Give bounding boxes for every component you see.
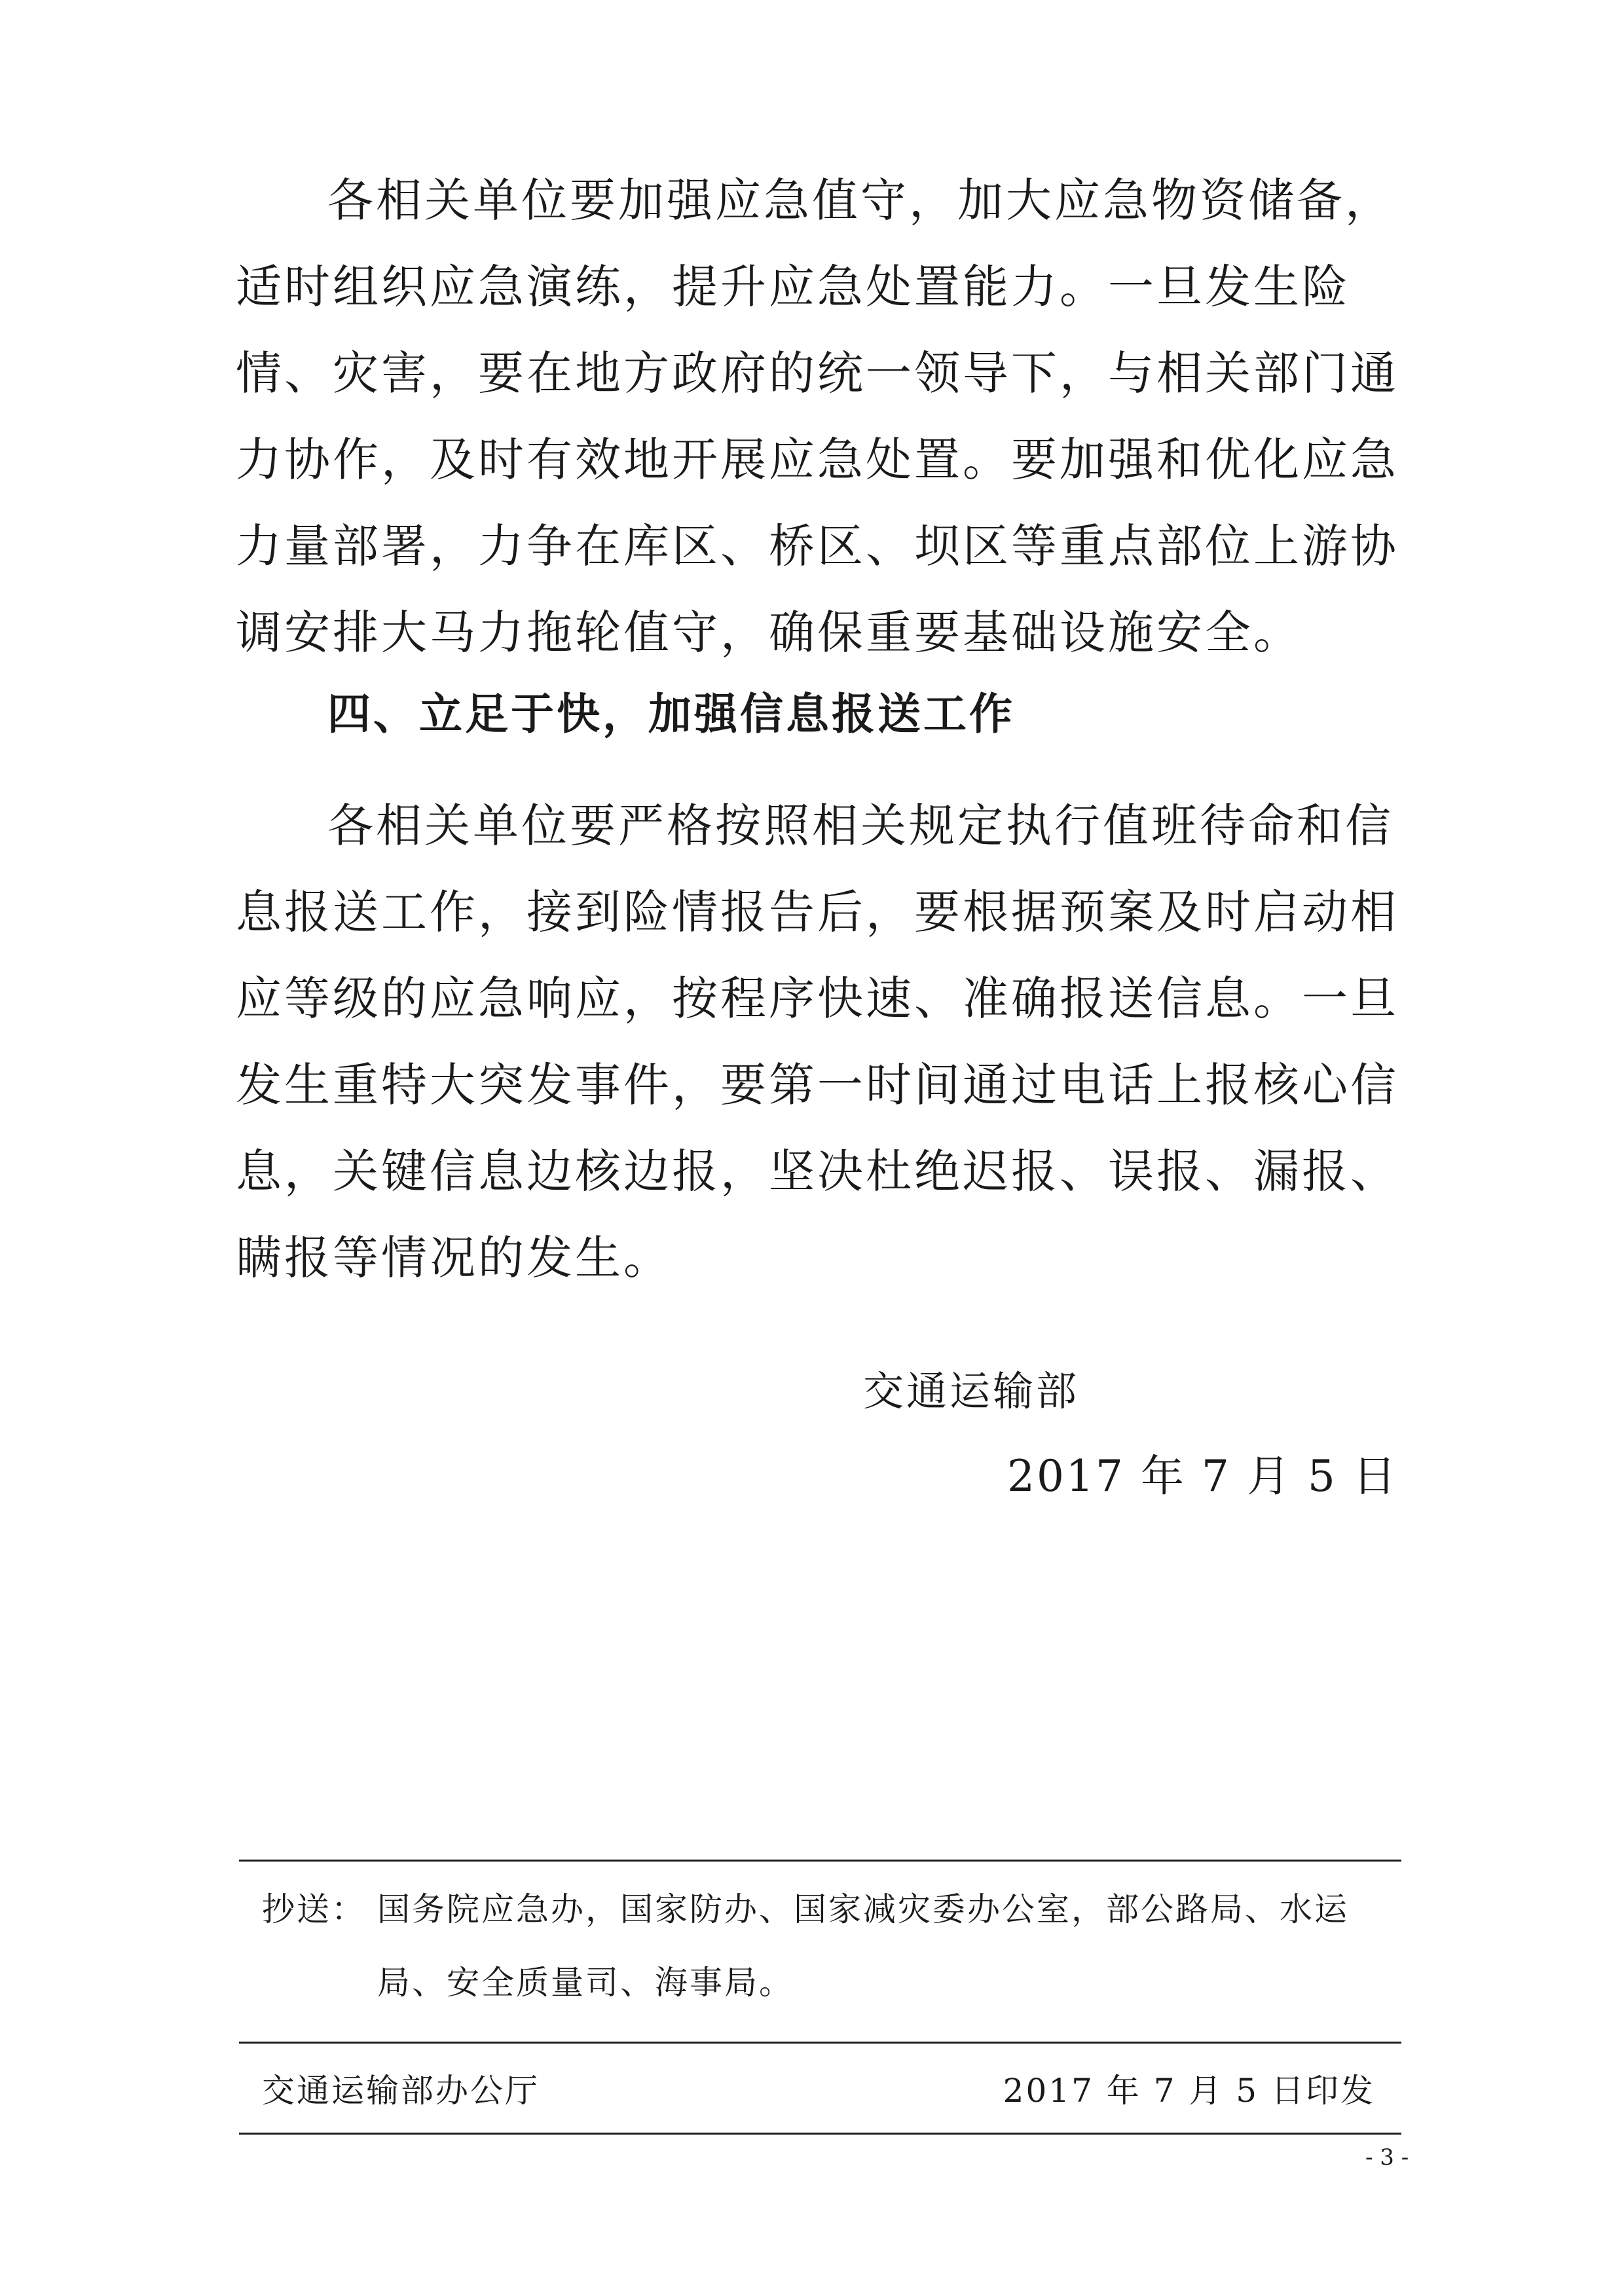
signature-organization: 交通运输部 <box>863 1367 1080 1415</box>
divider-top <box>239 1860 1401 1862</box>
copy-to-recipients: 国务院应急办，国家防办、国家减灾委办公室，部公路局、水运局、安全质量司、海事局。 <box>377 1890 1349 2002</box>
copy-to-label: 抄送： <box>262 1890 366 1928</box>
signature-date: 2017 年 7 月 5 日 <box>1007 1451 1398 1501</box>
footer-issuer: 交通运输部办公厅 <box>262 2072 540 2110</box>
body-paragraph-2: 各相关单位要严格按照相关规定执行值班待命和信息报送工作，接到险情报告后，要根据预案及时启动相应等级的应急响应，按程序快速、准确报送信息。一旦发生重特大突发事件，要第一时间通过电话上报核心信息，关键信息边核边报，坚决杜绝迟报、误报、漏报、瞒报等情况的发生。 <box>236 799 1399 1285</box>
divider-bottom <box>239 2133 1401 2135</box>
footer-issue-date: 2017 年 7 月 5 日印发 <box>1003 2072 1375 2110</box>
section-heading: 四、立足于快，加强信息报送工作 <box>327 689 1015 739</box>
body-paragraph-1: 各相关单位要加强应急值守，加大应急物资储备，适时组织应急演练，提升应急处置能力。一旦发生险情、灾害，要在地方政府的统一领导下，与相关部门通力协作，及时有效地开展应急处置。要加强和优化应急力量部署，力争在库区、桥区、坝区等重点部位上游协调安排大马力拖轮值守，确保重要基础设施安全。 <box>236 174 1399 659</box>
divider-middle <box>239 2042 1401 2044</box>
page-number: - 3 - <box>1365 2144 1409 2171</box>
